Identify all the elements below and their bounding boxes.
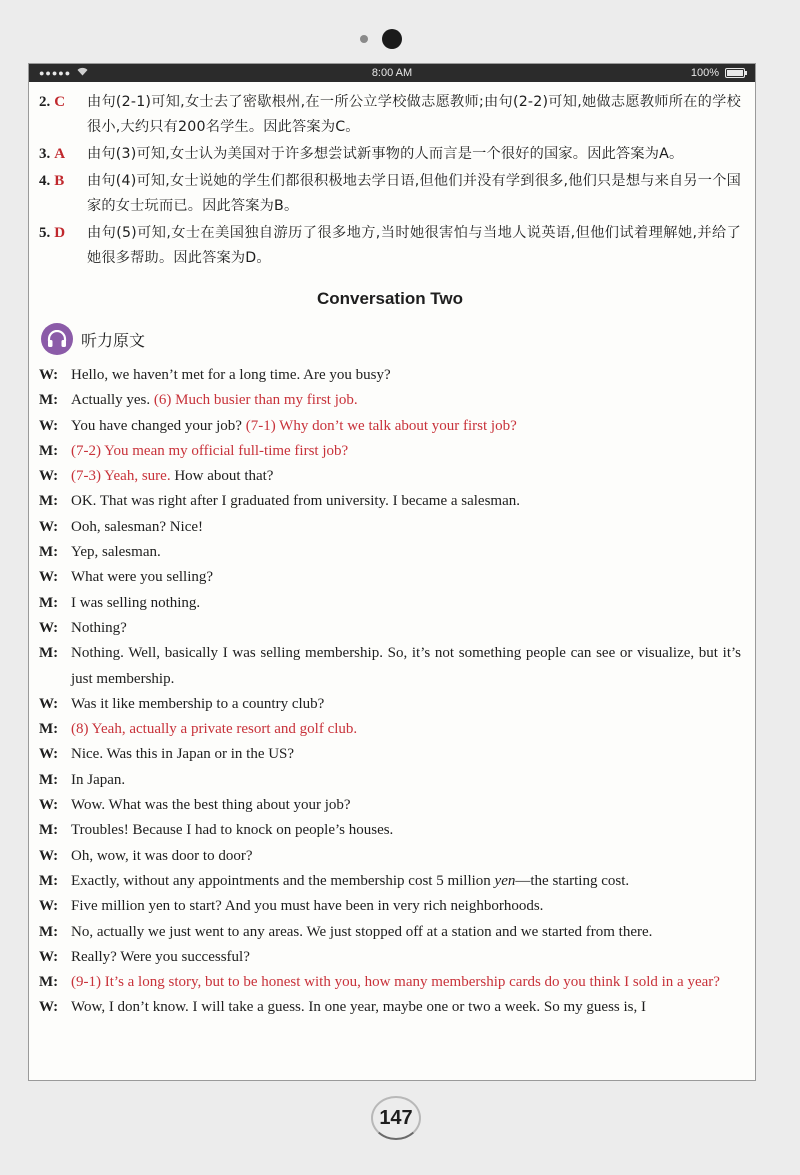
answer-explanation: 由句(5)可知,女士在美国独自游历了很多地方,当时她很害怕与当地人说英语,但他们试着理解她,并给了她很多帮助。因此答案为D。: [87, 225, 741, 266]
utterance-text: Troubles! Because I had to knock on people’s houses.: [71, 822, 394, 839]
utterance-text: Wow. What was the best thing about your job?: [71, 797, 351, 814]
utterance-text: Ooh, salesman? Nice!: [71, 518, 204, 535]
utterance-text: Wow, I don’t know. I will take a guess. In one year, maybe one or two a week. So my guess is, I: [71, 999, 647, 1016]
section-title: Conversation Two: [316, 289, 464, 308]
answer-key: [39, 221, 87, 271]
speaker-label: M:: [39, 645, 59, 662]
dialogue-line: [39, 869, 741, 894]
utterance: [71, 591, 741, 616]
page-content: [29, 82, 755, 1021]
utterance: [71, 414, 741, 439]
speaker-label: M:: [39, 544, 59, 561]
speaker-label: W:: [39, 417, 59, 434]
utterance-text: OK. That was right after I graduated from university. I became a salesman.: [71, 493, 521, 510]
answer-number: 5.: [39, 225, 51, 241]
utterance-text: You have changed your job?: [71, 417, 246, 434]
speaker-label: M:: [39, 493, 59, 510]
answer-number: 4.: [39, 173, 51, 189]
speaker-label: M:: [39, 923, 59, 940]
answer-item: [39, 142, 741, 167]
speaker-label: W:: [39, 797, 59, 814]
answer-item: [39, 169, 741, 219]
speaker-label: M:: [39, 771, 59, 788]
utterance: [71, 970, 741, 995]
battery-percent: 100%: [690, 67, 719, 79]
utterance-text: In Japan.: [71, 771, 126, 788]
dialogue-line: [39, 388, 741, 413]
camera-sensor-icon: [360, 35, 368, 43]
camera-lens-icon: [382, 29, 402, 49]
dialogue-line: [39, 464, 741, 489]
speaker-label: W:: [39, 746, 59, 763]
dialogue-line: [39, 945, 741, 970]
dialogue-line: [39, 616, 741, 641]
utterance: [71, 692, 741, 717]
dialogue-line: [39, 414, 741, 439]
utterance-text: Exactly, without any appointments and the membership cost 5 million: [71, 872, 495, 889]
dialogue-line: [39, 540, 741, 565]
speaker-label: W:: [39, 847, 59, 864]
key-sentence: (7-3) Yeah, sure.: [71, 468, 171, 485]
utterance-text: I was selling nothing.: [71, 594, 201, 611]
answer-explanation: 由句(2-1)可知,女士去了密歇根州,在一所公立学校做志愿教师;由句(2-2)可知,她做志愿教师所在的学校很小,大约只有200名学生。因此答案为C。: [87, 94, 741, 135]
dialogue-transcript: [39, 363, 741, 1021]
utterance: [71, 768, 741, 793]
utterance: [71, 995, 741, 1020]
dialogue-line: [39, 439, 741, 464]
dialogue-line: [39, 920, 741, 945]
utterance: [71, 641, 741, 692]
speaker-label: W:: [39, 695, 59, 712]
dialogue-line: [39, 489, 741, 514]
utterance-text: What were you selling?: [71, 569, 214, 586]
utterance: [71, 515, 741, 540]
dialogue-line: [39, 894, 741, 919]
key-sentence: (9-1) It’s a long story, but to be honest with you, how many membership cards do you think I sold in a year?: [71, 974, 720, 991]
dialogue-line: [39, 717, 741, 742]
speaker-label: W:: [39, 898, 59, 915]
dialogue-line: [39, 692, 741, 717]
dialogue-line: [39, 641, 741, 692]
key-sentence: (8) Yeah, actually a private resort and golf club.: [71, 721, 358, 738]
dialogue-line: [39, 591, 741, 616]
speaker-label: W:: [39, 518, 59, 535]
key-sentence: (7-2) You mean my official full-time first job?: [71, 442, 349, 459]
utterance: [71, 844, 741, 869]
speaker-label: M:: [39, 594, 59, 611]
utterance: [71, 565, 741, 590]
dialogue-line: [39, 818, 741, 843]
dialogue-line: [39, 844, 741, 869]
utterance-text: No, actually we just went to any areas. We just stopped off at a station and we started from there.: [71, 923, 653, 940]
utterance: [71, 742, 741, 767]
speaker-label: W:: [39, 367, 59, 383]
page-number-badge: [365, 1090, 425, 1142]
page-number: 147: [371, 1096, 421, 1140]
answer-letter: B: [54, 173, 65, 189]
utterance-text: Yep, salesman.: [71, 544, 161, 561]
answer-explanation: 由句(4)可知,女士说她的学生们都很积极地去学日语,但他们并没有学到很多,他们只是想与来自另一个国家的女士玩而已。因此答案为B。: [87, 173, 741, 214]
utterance: [71, 540, 741, 565]
dialogue-line: [39, 565, 741, 590]
utterance-text: yen: [494, 872, 516, 889]
utterance-text: —the starting cost.: [515, 872, 630, 889]
speaker-label: W:: [39, 948, 59, 965]
answer-letter: A: [54, 146, 66, 162]
dialogue-line: [39, 363, 741, 388]
utterance-text: Actually yes.: [71, 392, 154, 409]
tablet-screen: [28, 63, 756, 1081]
utterance: [71, 616, 741, 641]
utterance-text: Hello, we haven’t met for a long time. Are you busy?: [71, 367, 391, 383]
utterance: [71, 363, 741, 388]
listening-header: [41, 323, 741, 355]
speaker-label: M:: [39, 974, 59, 991]
answer-key: [39, 142, 87, 167]
utterance: [71, 894, 741, 919]
speaker-label: W:: [39, 619, 59, 636]
status-time: 8:00 AM: [371, 67, 413, 79]
utterance-text: Was it like membership to a country club?: [71, 695, 325, 712]
answer-letter: D: [54, 225, 66, 241]
device-camera: [360, 28, 402, 50]
answer-number: 3.: [39, 146, 51, 162]
utterance: [71, 439, 741, 464]
key-sentence: (6) Much busier than my first job.: [153, 392, 358, 409]
answer-letter: C: [54, 94, 66, 110]
utterance: [71, 717, 741, 742]
utterance: [71, 793, 741, 818]
answer-number: 2.: [39, 94, 51, 110]
utterance-text: Nothing?: [71, 619, 127, 636]
battery-icon: [725, 68, 745, 78]
status-bar: [29, 64, 755, 82]
signal-strength-icon: ●●●●●: [39, 68, 72, 78]
speaker-label: W:: [39, 468, 59, 485]
speaker-label: W:: [39, 569, 59, 586]
utterance: [71, 464, 741, 489]
key-sentence: (7-1) Why don’t we talk about your first job?: [245, 417, 517, 434]
utterance-text: Really? Were you successful?: [71, 948, 250, 965]
utterance: [71, 388, 741, 413]
speaker-label: M:: [39, 442, 59, 459]
utterance-text: Nothing. Well, basically I was selling membership. So, it’s not something people can see or visualize, but it’s just membership.: [71, 645, 741, 687]
answer-explanation: 由句(3)可知,女士认为美国对于许多想尝试新事物的人而言是一个很好的国家。因此答案为A。: [87, 146, 684, 162]
answer-item: [39, 221, 741, 271]
utterance-text: Five million yen to start? And you must have been in very rich neighborhoods.: [71, 898, 544, 915]
listening-title: 听力原文: [81, 330, 146, 350]
speaker-label: M:: [39, 872, 59, 889]
speaker-label: M:: [39, 392, 59, 409]
dialogue-line: [39, 995, 741, 1020]
utterance: [71, 489, 741, 514]
utterance-text: Nice. Was this in Japan or in the US?: [71, 746, 295, 763]
headphones-icon: [41, 323, 73, 355]
utterance: [71, 869, 741, 894]
dialogue-line: [39, 970, 741, 995]
utterance: [71, 818, 741, 843]
dialogue-line: [39, 515, 741, 540]
utterance-text: Oh, wow, it was door to door?: [71, 847, 253, 864]
dialogue-line: [39, 742, 741, 767]
utterance: [71, 945, 741, 970]
speaker-label: M:: [39, 721, 59, 738]
answer-key: [39, 169, 87, 219]
answer-key: [39, 90, 87, 140]
answer-item: [39, 90, 741, 140]
dialogue-line: [39, 793, 741, 818]
speaker-label: W:: [39, 999, 59, 1016]
dialogue-line: [39, 768, 741, 793]
utterance-text: How about that?: [170, 468, 274, 485]
wifi-icon: [77, 67, 88, 79]
answer-explanations: [39, 90, 741, 271]
speaker-label: M:: [39, 822, 59, 839]
utterance: [71, 920, 741, 945]
